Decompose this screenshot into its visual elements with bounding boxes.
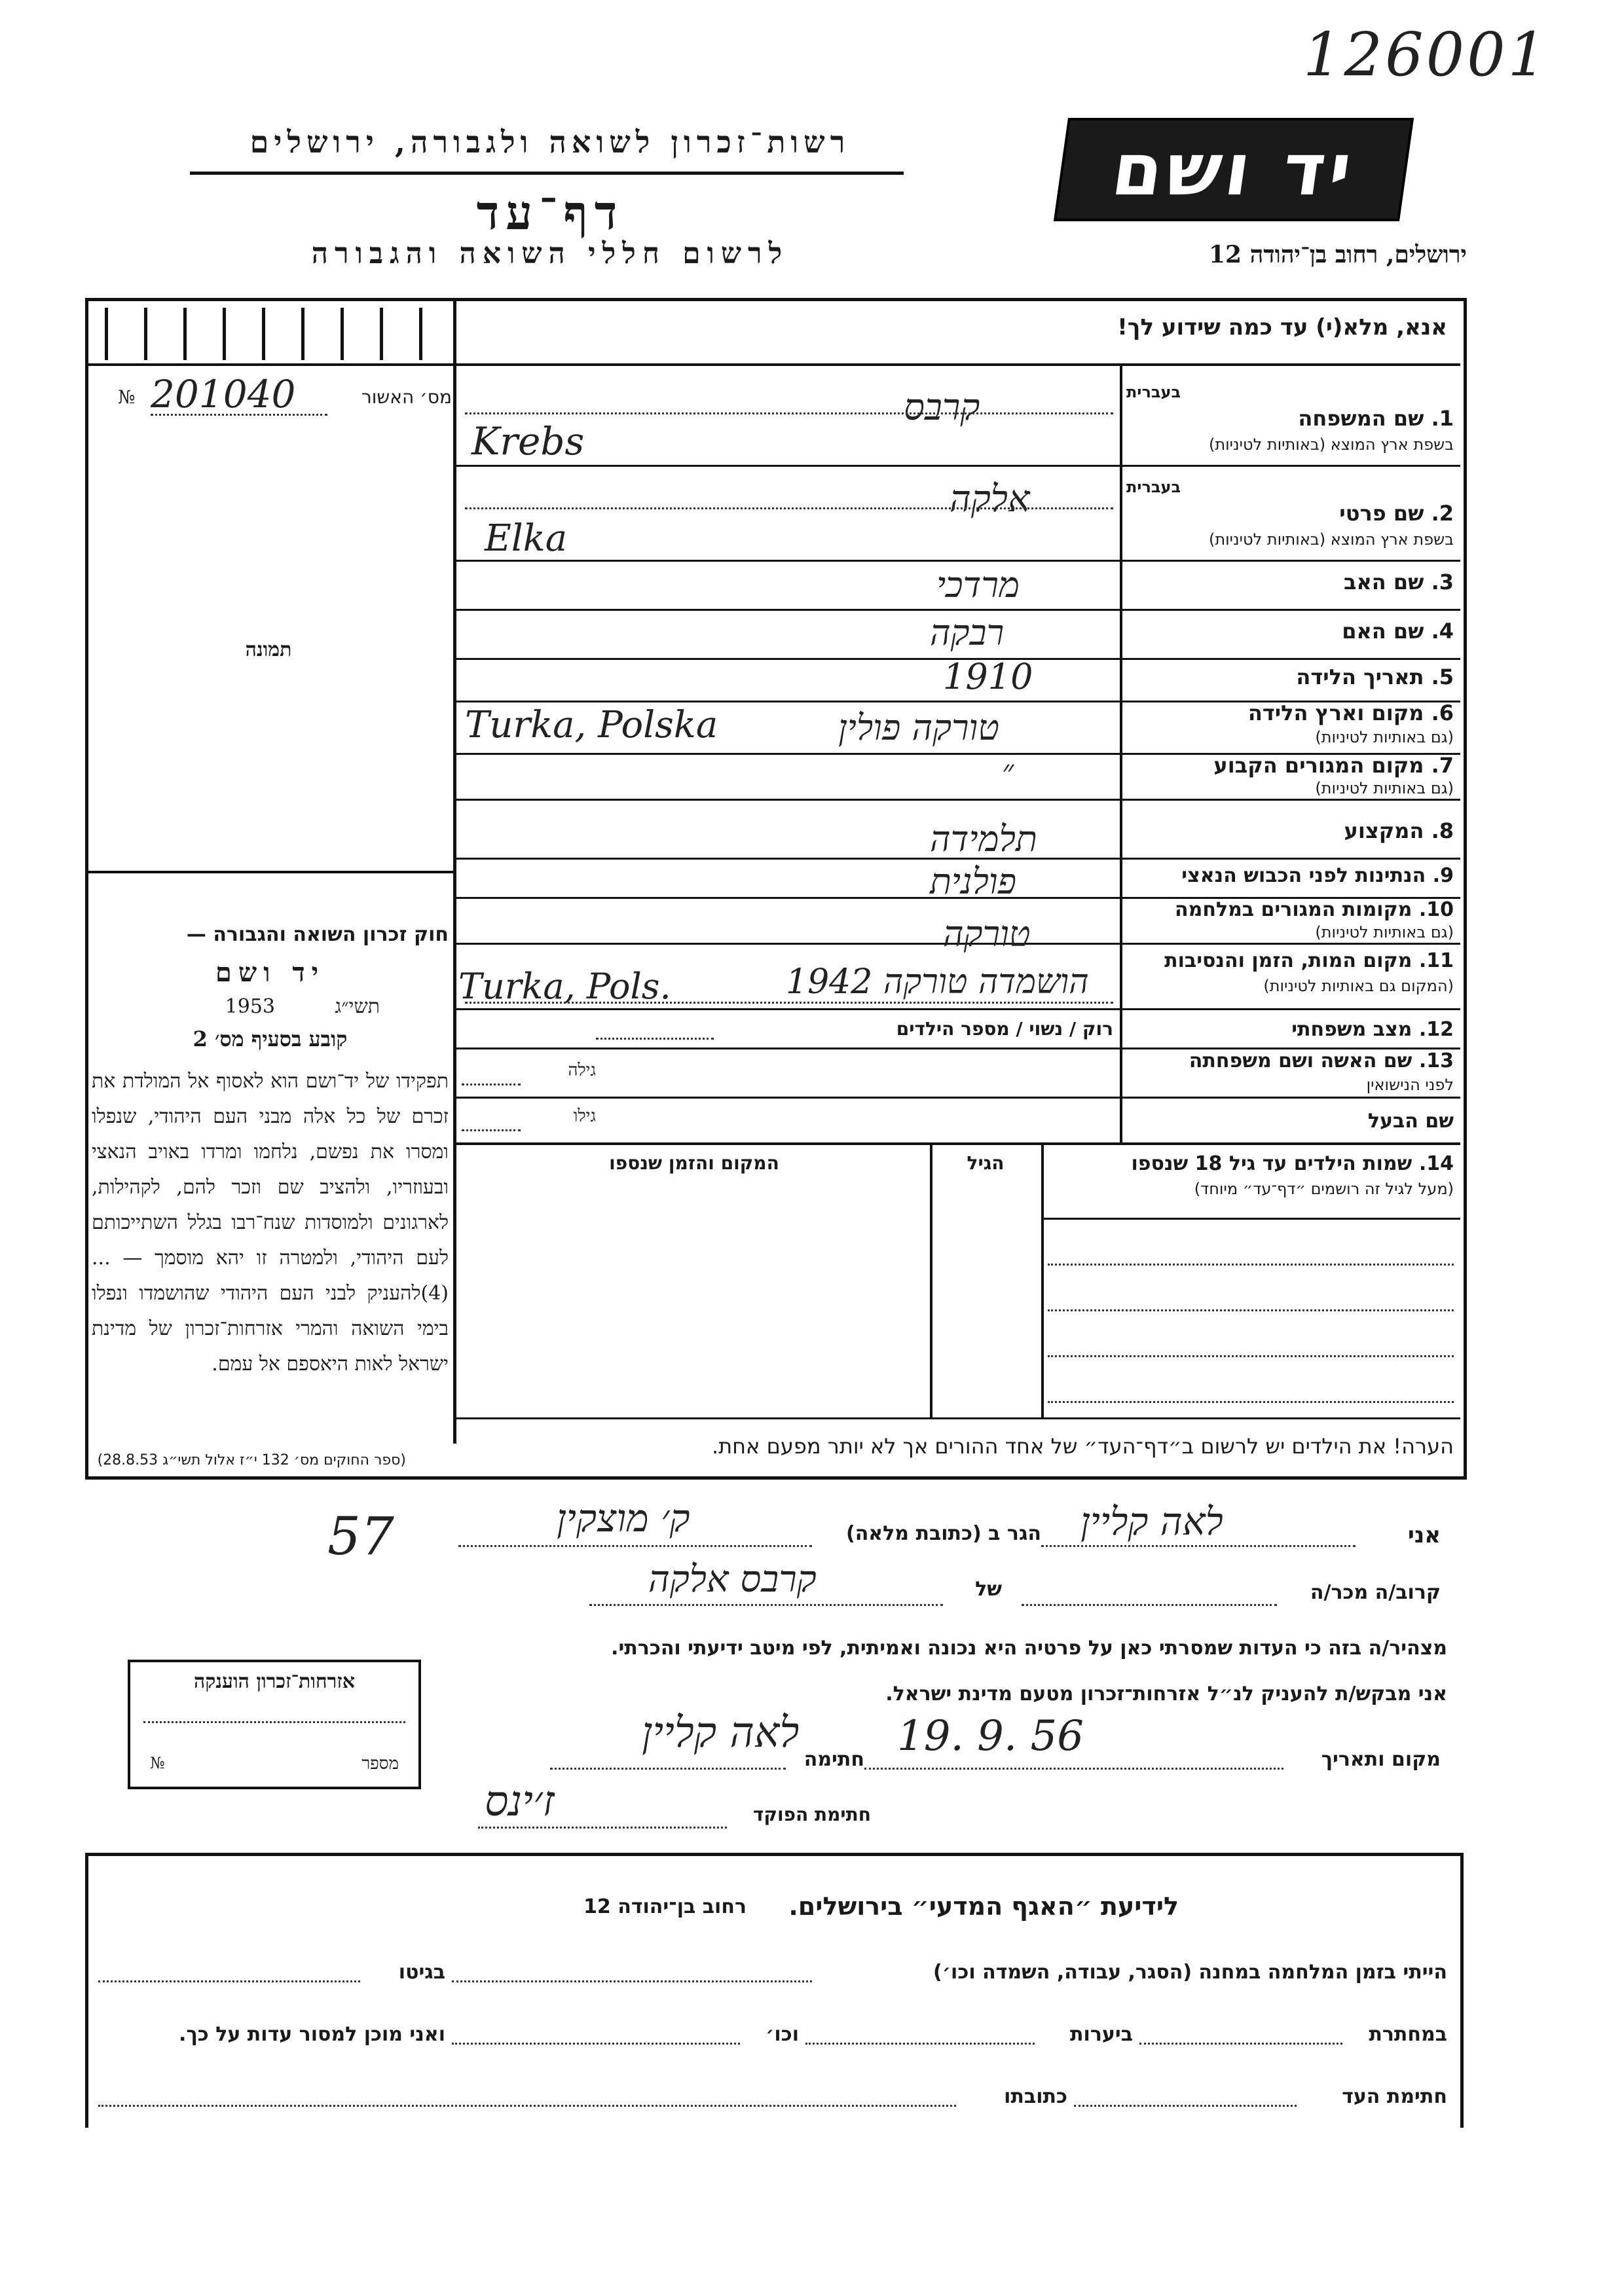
law-year: 1953 (225, 995, 275, 1018)
stamp-box-no: № (150, 1754, 165, 1772)
children-bottom-rule (456, 1417, 1460, 1419)
decl-place-date-label: מקום ותאריך (1321, 1748, 1441, 1771)
confirm-number-value: 201040 (151, 372, 296, 416)
field-8-label (1126, 818, 1454, 843)
field-10-hint: (גם באותיות לטיניות) (1315, 923, 1454, 941)
stamp-box-title: אזרחות־זכרון הוענקה (193, 1670, 356, 1693)
decl-signature-label: חתימה (803, 1748, 864, 1771)
field-4-num: 4. (1431, 619, 1454, 644)
children-col-age: הגיל (967, 1152, 1005, 1174)
decl-date-value: 19. 9. 56 (897, 1712, 1084, 1760)
field-1-hint: בשפת ארץ המוצא (באותיות לטיניות) (1209, 435, 1454, 454)
photo-top-marks (105, 308, 432, 360)
decl-of-dots (589, 1604, 943, 1606)
children-col-divider-1 (1041, 1142, 1044, 1417)
field-1-label (1126, 406, 1454, 431)
decl-address-dots (458, 1545, 812, 1547)
bottom-ready: ואני מוכן למסור עדות על כך. (179, 2023, 445, 2046)
decl-officer-label: חתימת הפוקד (752, 1804, 871, 1825)
field-12-options: רוק / נשוי / מספר הילדים (896, 1018, 1113, 1040)
field-6-value: טורקה פולין (838, 707, 999, 748)
citizenship-stamp-box (128, 1660, 421, 1789)
law-body: תפקידו של יד־ושם הוא לאסוף אל המולדת את זכרם של כל אלה מבני העם היהודי, שנפלו ומסרו את נפשם, נלחמו ומרדו באויב הנאצי ובעוזריו, ולהציב שם וזכר להם, לקהילות, לארגונים ולמוסדות שנח־רבו בגלל השתייכותם לעם היהודי, ולמטרה זו יהא מוסמך — ...(4)להעניק לבני העם היהודי שהושמדו ונפלו בימי השואה והמרי אזרחות־זכרון של מדינת ישראל לאות היאספם אל עמם. (92, 1070, 449, 1376)
form-purpose: לרשום חללי השואה והגבורה (311, 237, 789, 270)
husband-age-label: גילו (573, 1106, 596, 1126)
field-1-hebrew-value: קרבס (904, 386, 980, 429)
husband-label: שם הבעל (1367, 1110, 1454, 1133)
row-rule-14 (456, 1142, 1460, 1145)
field-11-num: 11. (1418, 949, 1454, 972)
decl-address-label: הגר ב (כתובת מלאה) (845, 1522, 1041, 1545)
field-2-latin-value: Elka (485, 517, 568, 560)
decl-of-label: של (975, 1578, 1002, 1601)
field-9-value: פולנית (930, 861, 1017, 902)
intro-text: אנא, מלא(י) עד כמה שידוע לך! (1117, 314, 1447, 340)
note-text: הערה! את הילדים יש לרשום ב״דף־העד״ של אחד ההורים אך לא יותר מפעם אחת. (711, 1434, 1454, 1459)
field-6-label (1126, 701, 1454, 725)
children-col-divider-2 (930, 1142, 932, 1417)
decl-signature-dots (550, 1768, 786, 1770)
field-6-latin-value: Turka, Polska (465, 704, 718, 746)
bottom-address-dots (98, 2105, 956, 2107)
form-title: דף־עד (476, 185, 624, 240)
field-8-value: תלמידה (930, 818, 1037, 860)
archive-number: 126001 (1303, 20, 1549, 90)
bottom-ghetto: בגיטו (398, 1961, 445, 1984)
field-3-value: מרדכי (936, 564, 1020, 606)
field-3-label (1126, 570, 1454, 594)
bottom-witness-sig: חתימת העד (1342, 2085, 1447, 2108)
field-11-dots (465, 1002, 1113, 1004)
bottom-partisan-dots (1139, 2043, 1342, 2045)
field-10-label (1126, 898, 1454, 921)
field-13-name: שם האשה ושם משפחתה (1189, 1049, 1412, 1072)
field-11-value: הושמדה טורקה 1942 (786, 962, 1089, 1002)
law-reference: (ספר החוקים מס׳ 132 י״ז אלול תשי״ג 28.8.53) (97, 1452, 406, 1468)
left-column-divider (453, 301, 456, 1444)
law-name: יד ושם (215, 957, 325, 988)
husband-age-dots (462, 1129, 521, 1131)
children-row-3 (1048, 1355, 1454, 1357)
decl-i-label: אני (1407, 1522, 1441, 1548)
field-4-name: שם האם (1342, 619, 1424, 644)
decl-of-value: קרבס אלקה (648, 1558, 817, 1601)
bottom-line1-dots (452, 1980, 812, 1982)
bottom-ghetto-dots (98, 1980, 360, 1982)
bottom-forests-dots (805, 2043, 1035, 2045)
children-row-2 (1048, 1309, 1454, 1311)
field-9-label (1126, 864, 1454, 887)
field-4-value: רבקה (930, 612, 1005, 653)
confirm-no-sign: № (118, 386, 136, 408)
field-7-name: מקום המגורים הקבוע (1213, 753, 1424, 778)
field-2-name: שם פרטי (1339, 501, 1424, 526)
bottom-witness-dots (1074, 2105, 1297, 2107)
field-5-name: תאריך הלידה (1296, 665, 1424, 689)
decl-i-dots (1041, 1545, 1356, 1547)
field-13-hint: לפני הנישואין (1366, 1076, 1454, 1094)
bottom-address-label: כתובתו (1004, 2085, 1067, 2108)
law-title: חוק זכרון השואה והגבורה — (186, 923, 449, 946)
bottom-section-right (1460, 1853, 1464, 2128)
children-title (1048, 1152, 1454, 1175)
field-8-num: 8. (1431, 818, 1454, 843)
bottom-section-top (85, 1853, 1464, 1856)
field-2-hint: בשפת ארץ המוצא (באותיות לטיניות) (1209, 530, 1454, 549)
confirm-number-dots (151, 414, 327, 416)
field-12-name: מצב משפחתי (1291, 1018, 1412, 1041)
law-section: קובע בסעיף מס׳ 2 (193, 1027, 348, 1051)
field-4-label (1126, 619, 1454, 644)
field-13-num: 13. (1418, 1049, 1454, 1072)
field-1-hebrew-dots (465, 412, 1113, 414)
header-address: ירושלים, רחוב בן־יהודה 12 (1208, 241, 1467, 268)
field-6-hint: (גם באותיות לטיניות) (1315, 728, 1454, 746)
intro-rule (456, 363, 1460, 366)
field-1-num: 1. (1431, 406, 1454, 431)
photo-bottom-rule (88, 871, 453, 873)
children-title-text: שמות הילדים עד גיל 18 שנספו (1131, 1152, 1412, 1175)
field-7-value: ״ (1002, 753, 1014, 790)
field-3-num: 3. (1431, 570, 1454, 594)
authority-title: רשות־זכרון לשואה ולגבורה, ירושלים (249, 124, 851, 160)
law-year-he: תשי״ג (335, 995, 380, 1018)
field-7-num: 7. (1431, 753, 1454, 778)
decl-address-value: ק׳ מוצקין (557, 1496, 690, 1540)
field-9-name: הנתינות לפני הכבוש הנאצי (1181, 864, 1426, 887)
field-13-label (1126, 1049, 1454, 1072)
field-2-num: 2. (1431, 501, 1454, 526)
field-5-label (1126, 665, 1454, 689)
field-2-hebrew-dots (465, 507, 1113, 509)
field-10-num: 10. (1418, 898, 1454, 921)
bottom-address: רחוב בן־יהודה 12 (583, 1895, 747, 1918)
logo-text: יד ושם (1107, 128, 1361, 211)
children-row-4 (1048, 1401, 1454, 1403)
field-3-name: שם האב (1343, 570, 1424, 594)
field-12-dots (596, 1038, 714, 1040)
photo-label: תמונה (245, 638, 292, 661)
stamp-box-dots (143, 1721, 405, 1723)
row-rule-7 (456, 799, 1460, 801)
row-rule-3 (456, 609, 1460, 611)
bottom-line1: הייתי בזמן המלחמה במחנה (הסגר, עבודה, השמדה וכו׳) (933, 1961, 1447, 1984)
field-7-hint: (גם באותיות לטיניות) (1315, 779, 1454, 797)
children-hint: (מעל לגיל זה רושמים ״דף־עד״ מיוחד) (1194, 1180, 1454, 1198)
photo-top-rule (88, 363, 453, 366)
field-8-name: המקצוע (1344, 818, 1424, 843)
decl-date-dots (864, 1768, 1283, 1770)
yad-vashem-logo (1054, 118, 1414, 221)
field-11-latin-value: Turka, Pols. (458, 966, 671, 1007)
field-2-hebrew-value: אלקה (950, 478, 1030, 520)
bottom-section-left (85, 1853, 88, 2128)
decl-statement: מצהיר/ה בזה כי העדות שמסרתי כאן על פרטיה היא נכונה ואמיתית, לפי מיטב ידיעתי והכרתי. (611, 1637, 1447, 1660)
field-5-value: 1910 (943, 656, 1033, 697)
bottom-title: לידיעת ״האגף המדעי״ בירושלים. (788, 1892, 1179, 1921)
field-10-value: טורקה (943, 913, 1031, 955)
field-6-num: 6. (1431, 701, 1454, 725)
decl-signature-value: לאה קליין (642, 1709, 800, 1757)
children-num: 14. (1418, 1152, 1454, 1175)
field-1-sub: בעברית (1126, 383, 1181, 401)
decl-officer-dots (478, 1827, 727, 1829)
bottom-etc-dots (452, 2043, 740, 2045)
decl-house-number: 57 (327, 1506, 394, 1567)
children-row-1 (1048, 1264, 1454, 1266)
field-7-label (1126, 753, 1454, 778)
field-13-age-label: גילה (568, 1061, 596, 1080)
row-rule-1 (456, 465, 1460, 467)
field-13-age-dots (462, 1084, 521, 1085)
field-2-sub: בעברית (1126, 478, 1181, 496)
decl-relative-dots (1022, 1604, 1277, 1606)
field-12-num: 12. (1418, 1018, 1454, 1041)
decl-request: אני מבקש/ת להעניק לנ״ל אזרחות־זכרון מטעם מדינת ישראל. (885, 1683, 1447, 1705)
field-11-name: מקום המות, הזמן והנסיבות (1164, 949, 1412, 972)
field-6-name: מקום וארץ הלידה (1247, 701, 1424, 725)
bottom-etc: וכו׳ (766, 2023, 799, 2046)
field-2-label (1126, 501, 1454, 526)
authority-underline (190, 172, 904, 175)
field-11-hint: (המקום גם באותיות לטיניות) (1263, 977, 1454, 995)
field-5-num: 5. (1431, 665, 1454, 689)
field-1-latin-value: Krebs (471, 419, 585, 464)
decl-relative-label: קרוב/ה מכר/ה (1310, 1581, 1441, 1604)
bottom-partisan: במחתרת (1369, 2023, 1447, 2046)
row-rule-11 (456, 1008, 1460, 1010)
row-rule-13 (456, 1097, 1460, 1099)
field-10-name: מקומות המגורים במלחמה (1175, 898, 1412, 921)
field-9-num: 9. (1432, 864, 1454, 887)
decl-officer-signature: ז׳ינס (485, 1777, 555, 1826)
row-rule-2 (456, 560, 1460, 562)
confirm-number-label: מס׳ האשור (361, 386, 452, 408)
field-11-label (1126, 949, 1454, 972)
bottom-forests: ביערות (1070, 2023, 1133, 2046)
children-header-rule (1044, 1218, 1460, 1220)
field-12-label (1126, 1018, 1454, 1041)
stamp-box-number-label: מספר (361, 1754, 399, 1774)
field-1-name: שם המשפחה (1298, 406, 1424, 431)
children-col-place: המקום והזמן שנספו (609, 1152, 779, 1174)
decl-i-value: לאה קליין (1080, 1499, 1223, 1544)
